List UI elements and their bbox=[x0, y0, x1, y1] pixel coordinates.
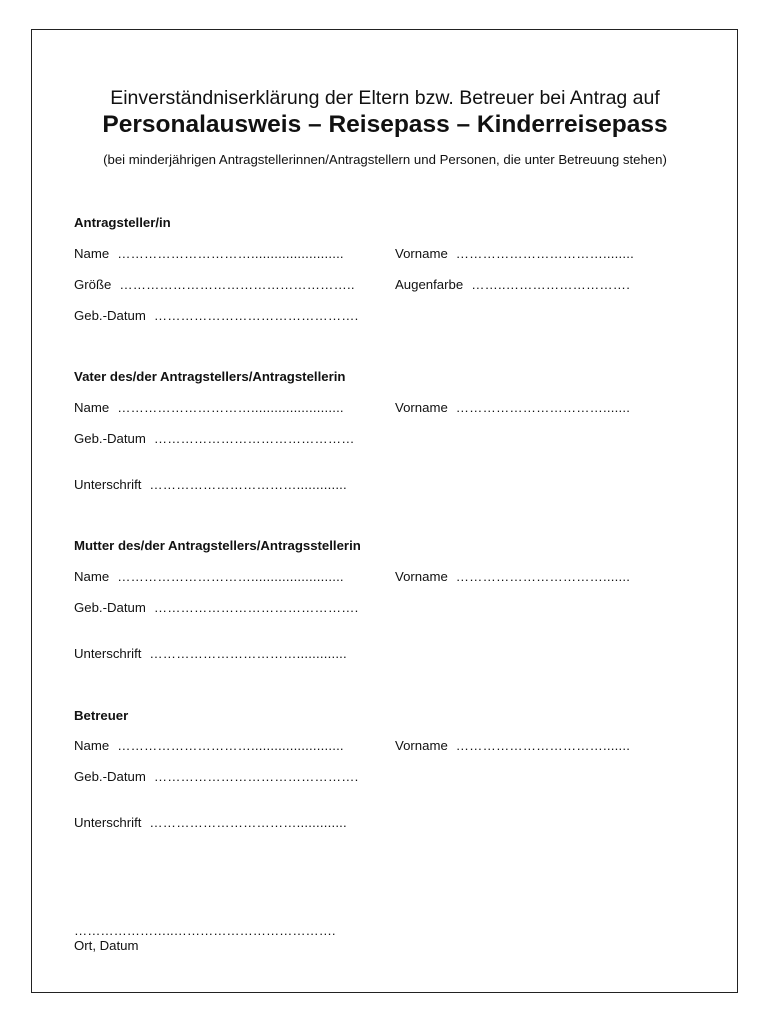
fill-line: ……………………………........ bbox=[455, 246, 634, 261]
fill-line: ……………………………............. bbox=[149, 815, 347, 830]
vorname-label: Vorname bbox=[395, 400, 448, 415]
antragsteller-vorname-field[interactable] bbox=[395, 246, 634, 261]
betreuer-gebdatum-field[interactable] bbox=[74, 769, 359, 784]
groesse-label: Größe bbox=[74, 277, 112, 292]
fill-line: ……………………………............. bbox=[149, 646, 347, 661]
ort-datum-fill-line[interactable]: …………………..………………………………. bbox=[74, 923, 336, 938]
fill-line: ……..………………………. bbox=[471, 277, 631, 292]
vorname-label: Vorname bbox=[395, 569, 448, 584]
gebdatum-label: Geb.-Datum bbox=[74, 600, 146, 615]
vorname-label: Vorname bbox=[395, 246, 448, 261]
name-label: Name bbox=[74, 738, 110, 753]
fill-line: …………………………........................ bbox=[117, 738, 344, 753]
name-label: Name bbox=[74, 246, 110, 261]
name-label: Name bbox=[74, 569, 110, 584]
section-heading-mutter: Mutter des/der Antragstellers/Antragsstellerin bbox=[74, 538, 361, 553]
fill-line: ………………………………………. bbox=[153, 308, 359, 323]
unterschrift-label: Unterschrift bbox=[74, 815, 142, 830]
antragsteller-gebdatum-field[interactable] bbox=[74, 308, 359, 323]
antragsteller-name-field[interactable] bbox=[74, 246, 344, 261]
betreuer-name-field[interactable] bbox=[74, 738, 344, 753]
antragsteller-groesse-field[interactable] bbox=[74, 277, 355, 292]
mutter-vorname-field[interactable] bbox=[395, 569, 630, 584]
fill-line: ………………………………………. bbox=[153, 769, 359, 784]
form-title-line2: Personalausweis – Reisepass – Kinderreisepass bbox=[102, 111, 668, 138]
augenfarbe-label: Augenfarbe bbox=[395, 277, 464, 292]
fill-line: ……………………………............. bbox=[149, 477, 347, 492]
form-title-line1: Einverständniserklärung der Eltern bzw. Betreuer bei Antrag auf bbox=[110, 87, 660, 109]
name-label: Name bbox=[74, 400, 110, 415]
vater-gebdatum-field[interactable] bbox=[74, 431, 355, 446]
vorname-label: Vorname bbox=[395, 738, 448, 753]
vater-vorname-field[interactable] bbox=[395, 400, 630, 415]
form-subtitle: (bei minderjährigen Antragstellerinnen/Antragstellern und Personen, die unter Betreuung stehen) bbox=[103, 152, 667, 167]
form-page-border bbox=[31, 29, 738, 993]
fill-line: …………………………........................ bbox=[117, 400, 344, 415]
section-heading-betreuer: Betreuer bbox=[74, 708, 129, 723]
antragsteller-augenfarbe-field[interactable] bbox=[395, 277, 630, 292]
fill-line: …………………………………………….. bbox=[119, 277, 355, 292]
vater-unterschrift-field[interactable] bbox=[74, 477, 347, 492]
vater-name-field[interactable] bbox=[74, 400, 344, 415]
gebdatum-label: Geb.-Datum bbox=[74, 308, 146, 323]
section-heading-vater: Vater des/der Antragstellers/Antragstellerin bbox=[74, 369, 346, 384]
unterschrift-label: Unterschrift bbox=[74, 477, 142, 492]
fill-line: ……………………………....... bbox=[455, 569, 631, 584]
betreuer-unterschrift-field[interactable] bbox=[74, 815, 347, 830]
fill-line: ……………………………....... bbox=[455, 400, 631, 415]
section-heading-antragsteller: Antragsteller/in bbox=[74, 215, 171, 230]
betreuer-vorname-field[interactable] bbox=[395, 738, 630, 753]
fill-line: ……………………………....... bbox=[455, 738, 631, 753]
mutter-gebdatum-field[interactable] bbox=[74, 600, 359, 615]
unterschrift-label: Unterschrift bbox=[74, 646, 142, 661]
fill-line: …………………………........................ bbox=[117, 246, 344, 261]
fill-line: …………………………........................ bbox=[117, 569, 344, 584]
fill-line: ……………………………………… bbox=[153, 431, 355, 446]
gebdatum-label: Geb.-Datum bbox=[74, 431, 146, 446]
ort-datum-label: Ort, Datum bbox=[74, 938, 139, 953]
mutter-unterschrift-field[interactable] bbox=[74, 646, 347, 661]
mutter-name-field[interactable] bbox=[74, 569, 344, 584]
fill-line: ………………………………………. bbox=[153, 600, 359, 615]
gebdatum-label: Geb.-Datum bbox=[74, 769, 146, 784]
